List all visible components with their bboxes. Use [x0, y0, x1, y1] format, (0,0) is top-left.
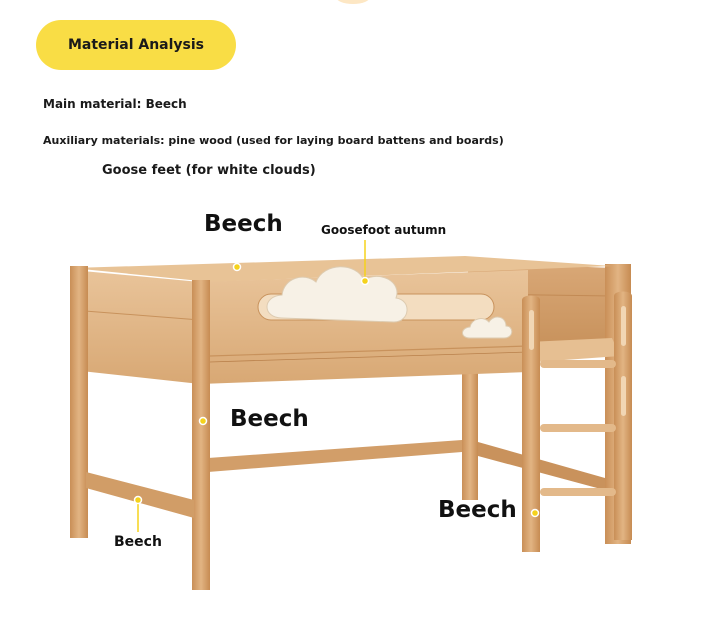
marker-dot-cloud	[362, 278, 369, 285]
goose-feet-text: Goose feet (for white clouds)	[102, 163, 316, 178]
callout-beech-middle: Beech	[230, 406, 309, 432]
right-lower-rail	[478, 442, 612, 492]
marker-dot-left	[135, 497, 142, 504]
ladder-rung-2	[540, 424, 616, 432]
badge-label: Material Analysis	[67, 37, 205, 53]
marker-dot-right	[532, 510, 539, 517]
callout-beech-left: Beech	[114, 534, 162, 550]
back-lower-rail	[208, 440, 462, 472]
front-middle-post	[192, 280, 210, 590]
ladder-rung-3	[540, 488, 616, 496]
callout-goosefoot: Goosefoot autumn	[321, 223, 447, 237]
main-material-text: Main material: Beech	[43, 97, 187, 111]
marker-dot-middle	[200, 418, 207, 425]
left-end-panel	[72, 270, 200, 384]
front-left-post	[70, 266, 88, 538]
left-lower-rail	[86, 472, 194, 518]
ladder-rung-1	[540, 360, 616, 368]
back-left-leg	[462, 370, 478, 500]
callout-beech-top: Beech	[204, 211, 283, 237]
callout-beech-right: Beech	[438, 497, 517, 523]
auxiliary-materials-text: Auxiliary materials: pine wood (used for laying board battens and boards)	[43, 134, 504, 147]
marker-dot-top	[234, 264, 241, 271]
